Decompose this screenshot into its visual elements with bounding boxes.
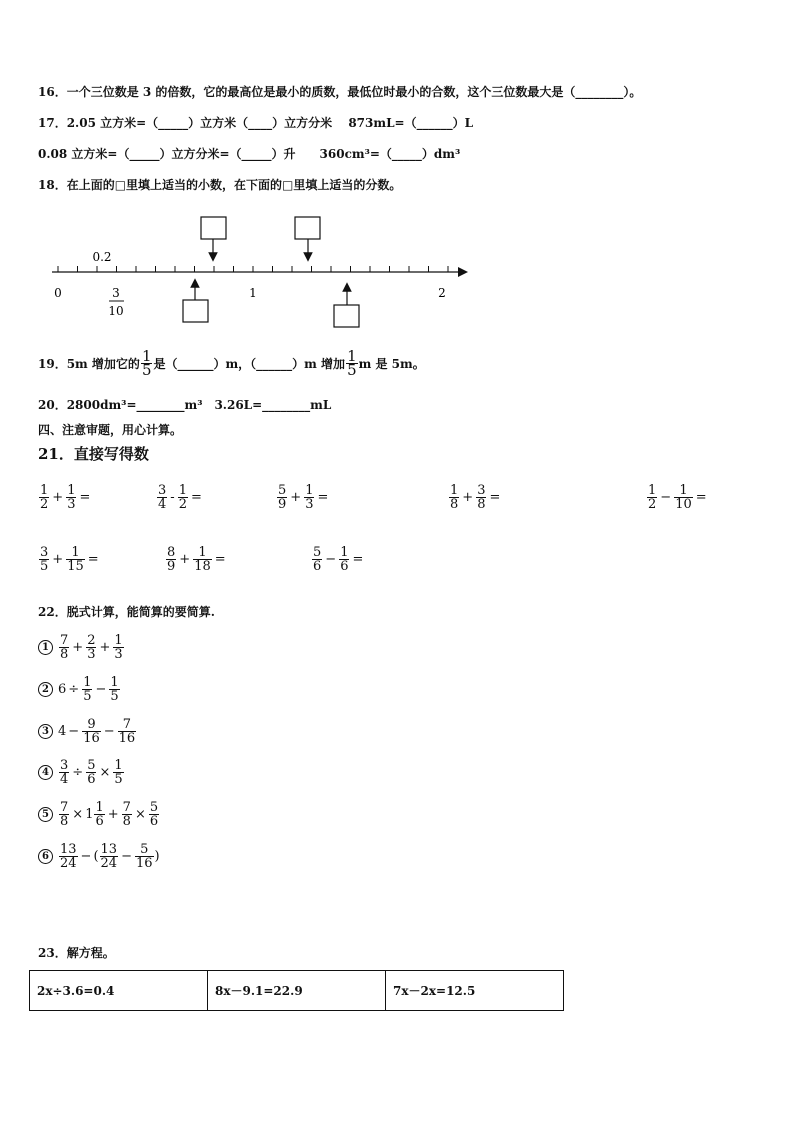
circled-number: 3: [38, 724, 53, 739]
section-4-heading: 四、注意审题，用心计算。: [38, 423, 183, 437]
step-calc-expression: 4 $\frac{3}{4}$ ÷ $\frac{5}{6}$ × $\frac{1}{5}$: [38, 759, 125, 786]
fraction: $\frac{3}{8}$: [477, 483, 486, 512]
label-zero: 0: [54, 286, 62, 300]
circled-number: 6: [38, 849, 53, 864]
fraction: $\frac{1}{6}$: [95, 800, 104, 829]
mental-calc-item: $\frac{8}{9}$ + $\frac{1}{18}$ =: [167, 545, 226, 574]
fraction: $\frac{7}{8}$: [60, 633, 69, 662]
step-calc-expression: 1 $\frac{7}{8}$ + $\frac{2}{3}$ + $\frac{1}{3}$: [38, 634, 125, 661]
number-line-arrowhead: [458, 267, 468, 277]
question-17-line-1: 17．2.05 立方米=（_____）立方米（____）立方分米 873mL=（______）L: [38, 116, 474, 130]
fraction: $\frac{2}{3}$: [87, 633, 96, 662]
fraction: $\frac{3}{4}$: [158, 483, 167, 512]
mental-calc-item: $\frac{1}{2}$ − $\frac{1}{10}$ =: [648, 483, 707, 512]
step-calc-expression: 3 4 − $\frac{9}{16}$ − $\frac{7}{16}$: [38, 718, 137, 745]
fraction: $\frac{5}{6}$: [87, 758, 96, 787]
fraction: $\frac{3}{5}$: [40, 545, 49, 574]
number-line-diagram: [40, 205, 480, 330]
fraction: $\frac{7}{16}$: [118, 717, 136, 746]
step-calc-expression: 2 6 ÷ $\frac{1}{5}$ − $\frac{1}{5}$: [38, 676, 121, 703]
circled-number: 2: [38, 682, 53, 697]
question-20: 20．2800dm³=________m³ 3.26L=________mL: [38, 398, 332, 412]
fraction: $\frac{5}{6}$: [313, 545, 322, 574]
fraction: $\frac{9}{16}$: [83, 717, 100, 746]
circled-number: 5: [38, 807, 53, 822]
equation-cell-1: 2x÷3.6=0.4: [30, 971, 208, 1011]
fraction: $\frac{1}{6}$: [340, 545, 349, 574]
equation-cell-3: 7x－2x=12.5: [386, 971, 564, 1011]
fraction: $\frac{8}{9}$: [167, 545, 176, 574]
fraction: $\frac{1}{10}$: [675, 483, 692, 512]
circled-number: 1: [38, 640, 53, 655]
answer-box-upper-1: [201, 217, 226, 239]
fraction: $\frac{1}{2}$: [178, 483, 187, 512]
fraction: $\frac{1}{3}$: [67, 483, 76, 512]
fraction: $\frac{7}{8}$: [122, 800, 131, 829]
fraction: $\frac{5}{9}$: [278, 483, 287, 512]
fraction: $\frac{1}{18}$: [194, 545, 211, 574]
fraction: $\frac{1}{2}$: [648, 483, 657, 512]
fraction-3-numerator: 3: [112, 286, 120, 300]
circled-number: 4: [38, 765, 53, 780]
answer-box-lower-2: [334, 305, 359, 327]
mental-calc-item: $\frac{5}{6}$ − $\frac{1}{6}$ =: [313, 545, 364, 574]
fraction: $\frac{1}{5}$: [110, 675, 119, 704]
mental-calc-item: $\frac{5}{9}$ + $\frac{1}{3}$ =: [278, 483, 329, 512]
fraction: $\frac{5}{6}$: [149, 800, 159, 829]
question-22-title: 22．脱式计算，能简算的要简算.: [38, 605, 215, 619]
number-line-ticks: [58, 266, 448, 272]
fraction: $\frac{1}{3}$: [305, 483, 314, 512]
fraction: $\frac{1}{3}$: [114, 633, 123, 662]
equation-cell-2: 8x－9.1=22.9: [208, 971, 386, 1011]
question-18: 18．在上面的□里填上适当的小数，在下面的□里填上适当的分数。: [38, 178, 402, 192]
mental-calc-item: $\frac{3}{4}$ - $\frac{1}{2}$ =: [158, 483, 202, 512]
step-calc-expression: 5 $\frac{7}{8}$ × 1 $\frac{1}{6}$ + $\frac{7}{8}$ × $\frac{5}{6}$: [38, 801, 160, 828]
equation-table: [29, 970, 564, 1011]
fraction-10-denominator: 10: [108, 304, 124, 318]
fraction-one-fifth-2: $\frac{1}{5}$: [347, 347, 357, 379]
label-0-2: 0.2: [92, 250, 112, 264]
fraction: $\frac{1}{8}$: [450, 483, 459, 512]
step-calc-expression: 6 $\frac{13}{24}$ − ( $\frac{13}{24}$ − $\frac{5}{16}$ ): [38, 843, 160, 870]
question-17-line-2: 0.08 立方米=（_____）立方分米=（_____）升 360cm³=（_____）dm³: [38, 147, 461, 161]
fraction: $\frac{1}{5}$: [83, 675, 92, 704]
label-two: 2: [438, 286, 446, 300]
fraction-one-fifth: $\frac{1}{5}$: [141, 347, 152, 379]
question-21-title: 21．直接写得数: [38, 445, 149, 463]
fraction: $\frac{1}{15}$: [67, 545, 84, 574]
fraction: $\frac{13}{24}$: [100, 842, 118, 871]
answer-box-upper-2: [295, 217, 320, 239]
fraction: $\frac{13}{24}$: [60, 842, 77, 871]
mental-calc-item: $\frac{1}{8}$ + $\frac{3}{8}$ =: [450, 483, 501, 512]
mental-calc-item: $\frac{1}{2}$ + $\frac{1}{3}$ =: [40, 483, 91, 512]
fraction: $\frac{7}{8}$: [60, 800, 69, 829]
fraction: $\frac{3}{4}$: [60, 758, 69, 787]
question-16: 16．一个三位数是 3 的倍数，它的最高位是最小的质数，最低位时最小的合数，这个三位数最大是（________）。: [38, 85, 642, 99]
question-19: 19．5m 增加它的 $\frac{1}{5}$ 是（______）m，（______）m 增加 $\frac{1}{5}$ m 是 5m。: [38, 347, 425, 379]
mental-calc-item: $\frac{3}{5}$ + $\frac{1}{15}$ =: [40, 545, 99, 574]
answer-box-lower-1: [183, 300, 208, 322]
fraction: $\frac{5}{16}$: [135, 842, 153, 871]
label-one: 1: [249, 286, 257, 300]
fraction: $\frac{1}{2}$: [40, 483, 49, 512]
question-23-title: 23．解方程。: [38, 946, 115, 960]
fraction: $\frac{1}{5}$: [114, 758, 123, 787]
